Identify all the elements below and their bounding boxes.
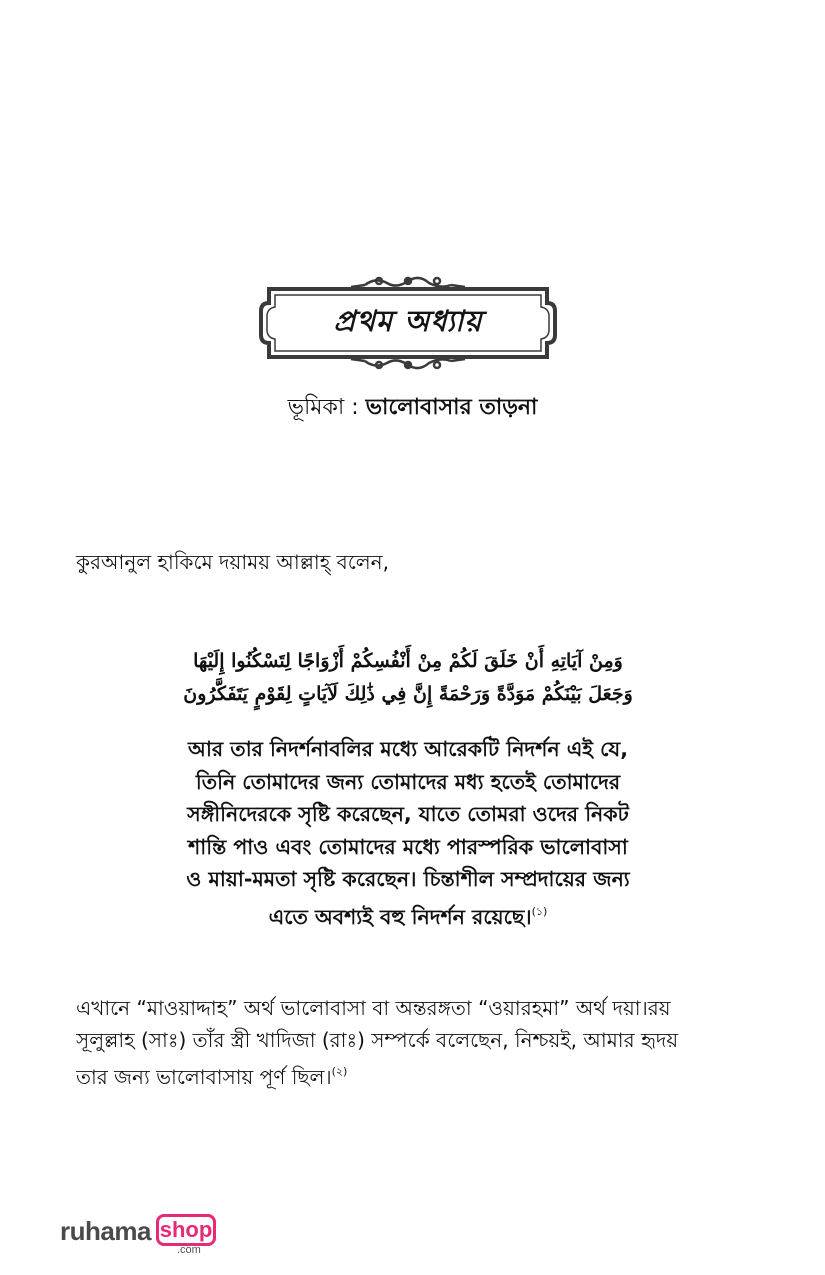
translation-line: সঙ্গীনিদেরকে সৃষ্টি করেছেন, যাতে তোমরা ওদের নিকট (187, 802, 629, 826)
body-line: সূলুল্লাহ (সাঃ) তাঁর স্ত্রী খাদিজা (রাঃ) সম্পর্কে বলেছেন, নিশ্চয়ই, আমার হৃদয় (76, 1028, 679, 1052)
subtitle-main: ভালোবাসার তাড়না (365, 395, 538, 420)
ruhamashop-logo (60, 1212, 230, 1258)
translation-line-last (160, 896, 656, 934)
arabic-line: وَمِنْ آيَاتِهِ أَنْ خَلَقَ لَكُمْ مِنْ أَنْفُسِكُمْ أَزْوَاجًا لِتَسْكُنُوا إِلَيْهَا (193, 650, 623, 672)
translation-line: ও মায়া-মমতা সৃষ্টি করেছেন। চিন্তাশীল সম্প্রদায়ের জন্য (186, 867, 630, 891)
body-line-last (76, 1056, 748, 1093)
footnote-marker: (১) (531, 904, 548, 918)
subtitle-lead: ভূমিকা : (287, 395, 366, 420)
logo-pill (156, 1214, 216, 1246)
verse-translation (160, 733, 656, 933)
section-subtitle (0, 390, 825, 427)
quran-verse-arabic (160, 645, 656, 711)
arabic-line: وَجَعَلَ بَيْنَكُمْ مَوَدَّةً وَرَحْمَةً إِنَّ فِي ذَٰلِكَ لَآيَاتٍ لِقَوْمٍ يَتَفَكَّرُونَ (183, 683, 633, 705)
footnote-marker: (২) (331, 1065, 348, 1078)
chapter-title-frame (255, 275, 561, 371)
logo-word: ruhama (60, 1216, 151, 1246)
translation-line: এতে অবশ্যই বহু নিদর্শন রয়েছে। (268, 904, 532, 929)
translation-line: আর তার নিদর্শনাবলির মধ্যে আরেকটি নিদর্শন এই যে, (187, 737, 629, 761)
translation-line: শান্তি পাও এবং তোমাদের মধ্যে পারস্পরিক ভালোবাসা (188, 834, 628, 859)
body-line: তার জন্য ভালোবাসায় পূর্ণ ছিল। (76, 1065, 332, 1089)
body-paragraph (76, 992, 748, 1093)
intro-line: কুরআনুল হাকিমে দয়াময় আল্লাহ্ বলেন, (76, 550, 389, 574)
logo-domain: .com (177, 1244, 201, 1256)
body-line: এখানে “মাওয়াদ্দাহ” অর্থ ভালোবাসা বা অন্তরঙ্গতা “ওয়ারহমা” অর্থ দয়া।রয় (76, 996, 671, 1020)
logo-pill-text: shop (159, 1217, 213, 1242)
chapter-title: প্রথম অধ্যায় (333, 303, 483, 338)
translation-line: তিনি তোমাদের জন্য তোমাদের মধ্য হতেই তোমাদের (195, 769, 621, 794)
